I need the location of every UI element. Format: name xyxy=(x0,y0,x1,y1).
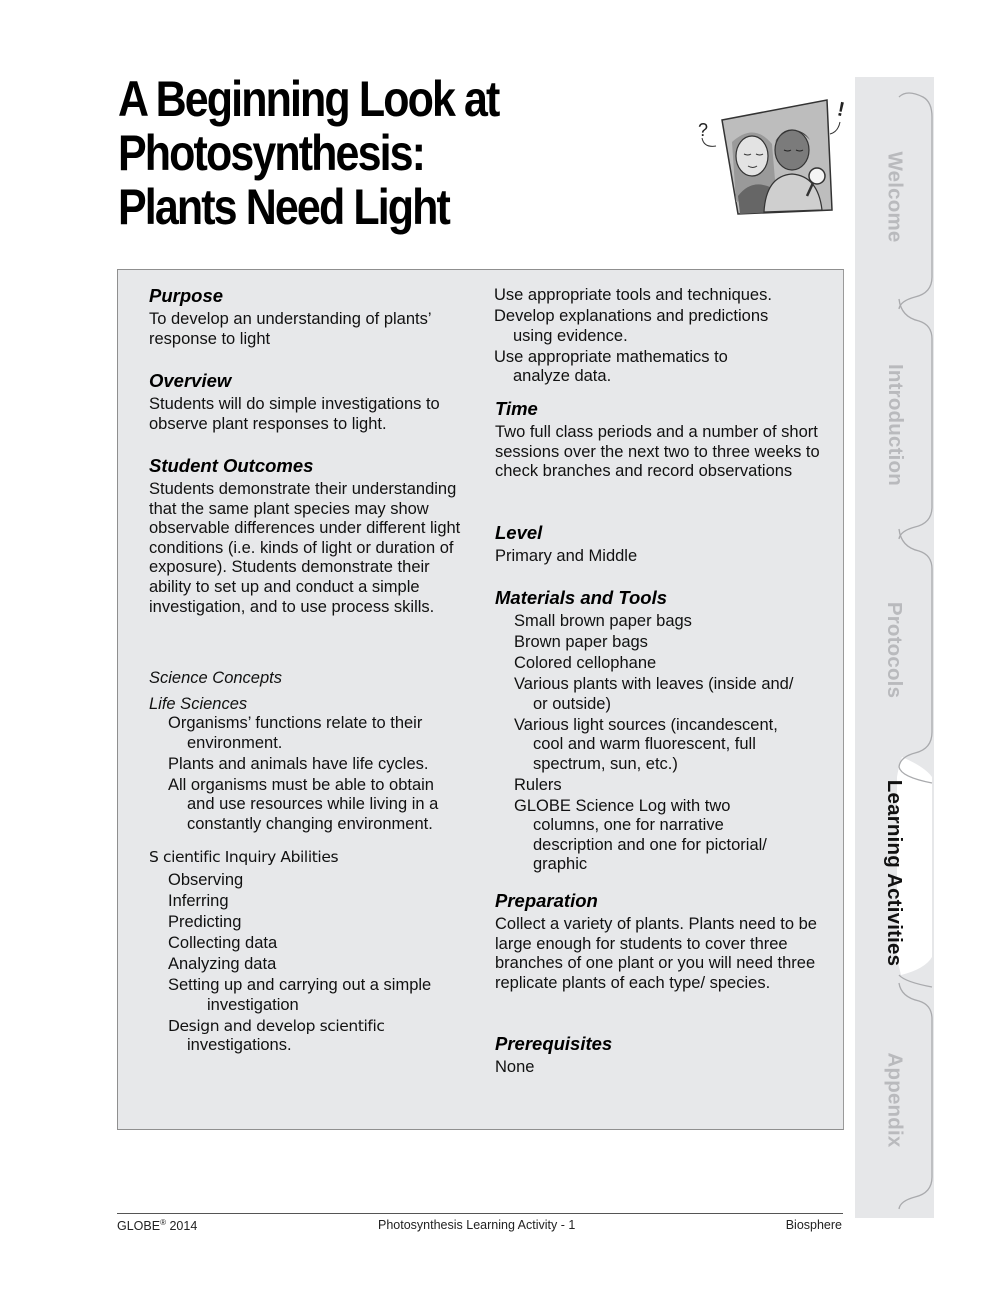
tab-appendix-label: Appendix xyxy=(883,1052,907,1147)
material-item: Various plants with leaves (inside and/ or outside) xyxy=(514,674,794,713)
activity-summary-box xyxy=(117,269,844,1130)
student-outcomes-section xyxy=(149,455,474,617)
materials-section xyxy=(495,587,825,876)
overview-text: Students will do simple investigations to observe plant responses to light. xyxy=(149,395,440,433)
tab-learning-activities[interactable] xyxy=(855,777,934,969)
prerequisites-heading: Prerequisites xyxy=(495,1033,613,1054)
material-item: Various light sources (incandescent, cool and warm fluorescent, full spectrum, sun, etc.) xyxy=(514,715,778,773)
page-title xyxy=(118,72,600,234)
inquiry-section xyxy=(149,847,479,1057)
purpose-text: To develop an understanding of plants’ response to light xyxy=(149,310,431,348)
concept-item: All organisms must be able to obtain and use resources while living in a constantly changing environment. xyxy=(168,775,439,833)
material-item: Brown paper bags xyxy=(514,632,648,651)
concept-item: Organisms’ functions relate to their environment. xyxy=(168,714,423,752)
inquiry-item: Analyzing data xyxy=(168,954,277,973)
level-heading: Level xyxy=(495,522,543,543)
footer-brand: GLOBE xyxy=(117,1219,161,1234)
footer-left xyxy=(117,1218,197,1233)
prerequisites-text: None xyxy=(495,1058,535,1076)
science-concepts-section xyxy=(149,669,479,836)
tab-introduction[interactable] xyxy=(855,332,934,517)
inquiry-item: Predicting xyxy=(168,912,242,931)
purpose-section xyxy=(149,285,479,349)
tab-welcome-label: Welcome xyxy=(883,151,907,243)
student-outcomes-text: Students demonstrate their understanding that the same plant species may show observable differences under different light conditions (i.e. kinds of light or duration of exposure). Students demonstrate their ability to set up and conduct a simple investigation, and to use process skills. xyxy=(149,480,461,616)
inquiry-item: Inferring xyxy=(168,891,229,910)
level-section xyxy=(495,522,825,567)
purpose-heading: Purpose xyxy=(149,285,224,306)
preparation-text: Collect a variety of plants. Plants need to be large enough for students to cover three branches of one plant or you will need three replicate plants of each type/ species. xyxy=(495,915,817,992)
registered-mark: ® xyxy=(160,1218,166,1227)
tab-appendix[interactable] xyxy=(855,1007,934,1192)
time-text: Two full class periods and a number of short sessions over the next two to three weeks to check branches and record observations xyxy=(495,423,820,481)
science-concepts-heading: Science Concepts xyxy=(149,669,282,687)
student-outcomes-heading: Student Outcomes xyxy=(149,455,314,476)
inquiry-heading: S cientific Inquiry Abilities xyxy=(149,848,339,866)
prerequisites-section xyxy=(495,1033,825,1078)
preparation-section xyxy=(495,890,825,993)
svg-text:?: ? xyxy=(698,120,709,140)
life-sciences-subheading: Life Sciences xyxy=(149,694,248,713)
materials-heading: Materials and Tools xyxy=(495,587,668,608)
students-magnifier-icon xyxy=(692,92,852,220)
footer-center: Photosynthesis Learning Activity - 1 xyxy=(378,1218,576,1232)
level-text: Primary and Middle xyxy=(495,547,638,565)
material-item: Small brown paper bags xyxy=(514,612,692,630)
footer-divider xyxy=(117,1213,843,1214)
time-section xyxy=(495,398,825,482)
title-line-2: Photosynthesis: xyxy=(118,125,425,181)
tab-learning-activities-label: Learning Activities xyxy=(883,779,907,967)
inquiry-item: Use appropriate tools and techniques. xyxy=(494,286,772,304)
title-line-3: Plants Need Light xyxy=(118,179,449,235)
inquiry-item: Setting up and carrying out a simple investigation xyxy=(168,975,432,1014)
inquiry-continued xyxy=(475,286,820,388)
tab-protocols[interactable] xyxy=(855,555,934,745)
tab-introduction-label: Introduction xyxy=(883,363,907,486)
section-tabs-sidebar xyxy=(855,77,934,1218)
inquiry-item: Develop explanations and predictions using evidence. xyxy=(494,306,769,345)
time-heading: Time xyxy=(495,398,538,419)
students-illustration xyxy=(692,92,852,220)
footer-right: Biosphere xyxy=(785,1218,842,1232)
overview-heading: Overview xyxy=(149,370,232,391)
inquiry-item: Collecting data xyxy=(168,933,278,952)
tab-welcome[interactable] xyxy=(855,107,934,287)
overview-section xyxy=(149,370,479,434)
tab-protocols-label: Protocols xyxy=(883,601,907,699)
preparation-heading: Preparation xyxy=(495,890,598,911)
concept-item: Plants and animals have life cycles. xyxy=(168,754,429,773)
material-item: GLOBE Science Log with two columns, one for narrative description and one for pictorial/ graphic xyxy=(514,796,767,874)
material-item: Colored cellophane xyxy=(514,653,657,672)
inquiry-item: Observing xyxy=(168,871,244,889)
title-line-1: A Beginning Look at xyxy=(118,71,499,127)
inquiry-item: Design and develop scientific investigations. xyxy=(168,1016,385,1055)
inquiry-item: Use appropriate mathematics to analyze data. xyxy=(494,347,728,386)
footer-year: 2014 xyxy=(165,1219,198,1234)
material-item: Rulers xyxy=(514,775,562,794)
svg-text:!: ! xyxy=(835,98,847,122)
